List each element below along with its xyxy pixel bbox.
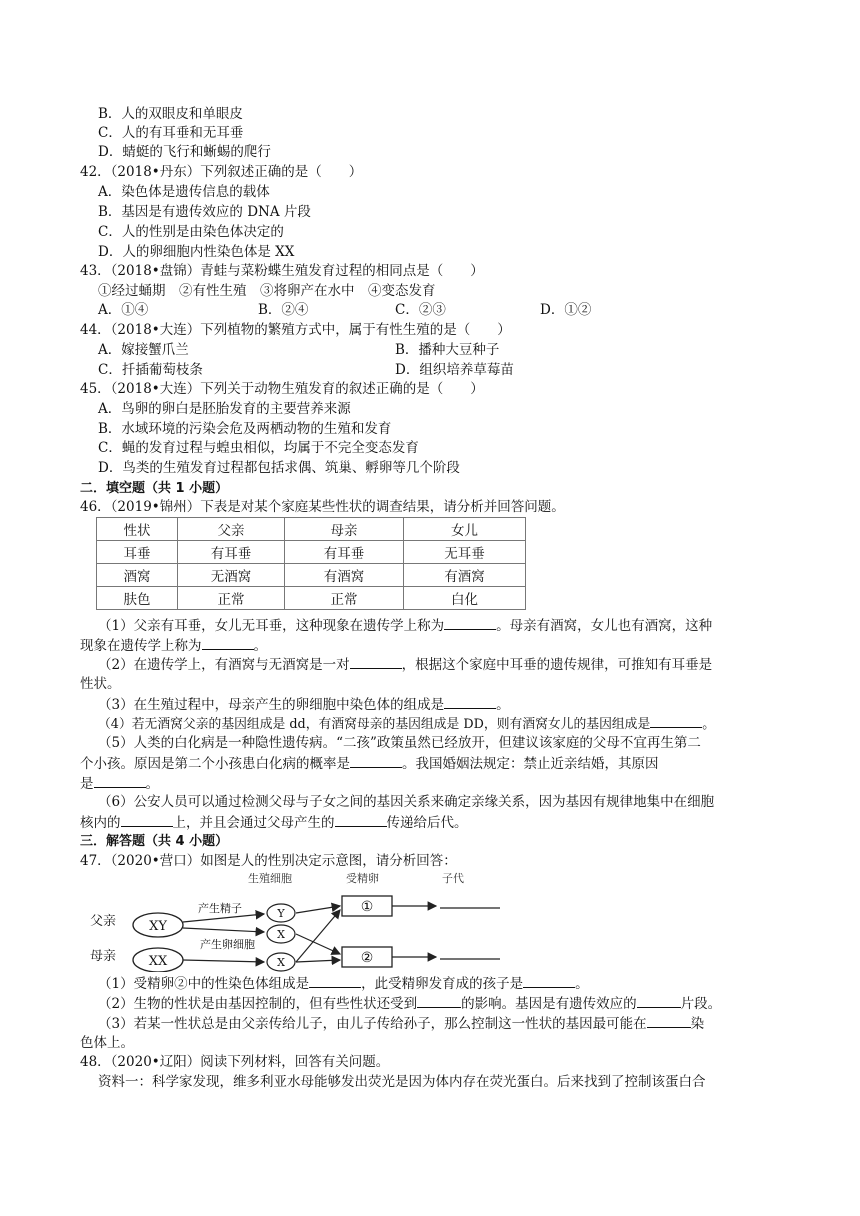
q44-option-b: B．播种大豆种子 — [395, 342, 500, 358]
table-cell: 正常 — [178, 587, 285, 610]
table-cell: 无酒窝 — [178, 564, 285, 587]
q47-stem: 47．（2020•营口）如图是人的性别决定示意图，请分析回答： — [80, 853, 457, 869]
q46-part2-line2: 性状。 — [80, 676, 121, 692]
trait-table — [96, 517, 526, 610]
table-cell: 有耳垂 — [178, 541, 285, 564]
sex-determination-diagram — [90, 870, 510, 972]
answer-blank[interactable] — [121, 813, 173, 827]
q43-option-c: C．②③ — [395, 302, 446, 318]
q47-part3-line1: （3）若某一性状总是由父亲传给儿子，由儿子传给孙子，那么控制这一性状的基因最可能在 染 — [98, 1016, 705, 1032]
answer-blank[interactable] — [444, 616, 496, 630]
svg-text:XX: XX — [148, 954, 168, 969]
q45-stem: 45．（2018•大连）下列关于动物生殖发育的叙述正确的是（ ） — [80, 381, 484, 397]
q45-option-b: B．水域环境的污染会危及两栖动物的生殖和发育 — [98, 421, 392, 437]
table-header-cell: 性状 — [97, 518, 178, 541]
q42-option-c: C．人的性别是由染色体决定的 — [98, 224, 284, 240]
answer-blank[interactable] — [637, 994, 681, 1008]
section-fill-in-title: 二．填空题（共 1 小题） — [80, 481, 229, 496]
q45-option-d: D．鸟类的生殖发育过程都包括求偶、筑巢、孵卵等几个阶段 — [98, 460, 460, 476]
table-row — [97, 541, 526, 564]
table-cell: 无耳垂 — [404, 541, 526, 564]
answer-blank[interactable] — [350, 754, 402, 768]
table-row — [97, 587, 526, 610]
q47-part2: （2）生物的性状是由基因控制的，但有些性状还受到 的影响。基因是有遗传效应的 片段。 — [98, 996, 722, 1012]
q45-option-a: A．鸟卵的卵白是胚胎发育的主要营养来源 — [98, 401, 351, 417]
table-header-row — [97, 518, 526, 541]
q43-items: ①经过蛹期 ②有性生殖 ③将卵产在水中 ④变态发育 — [98, 283, 436, 299]
q42-option-b: B．基因是有遗传效应的 DNA 片段 — [98, 204, 311, 220]
q46-part5-line1: （5）人类的白化病是一种隐性遗传病。“二孩”政策虽然已经放开，但建议该家庭的父母不宜再生第二 — [98, 735, 701, 751]
table-cell: 肤色 — [97, 587, 178, 610]
q43-stem: 43．（2018•盘锦）青蛙与菜粉蝶生殖发育过程的相同点是（ ） — [80, 263, 484, 279]
q43-option-d: D．①② — [540, 302, 592, 318]
table-cell: 正常 — [285, 587, 404, 610]
svg-text:Y: Y — [277, 907, 285, 920]
q46-part4: （4）若无酒窝父亲的基因组成是 dd，有酒窝母亲的基因组成是 DD，则有酒窝女儿的基因组成是 。 — [98, 714, 715, 734]
q43-option-b: B．②④ — [258, 302, 309, 318]
svg-text:X: X — [277, 928, 285, 941]
q42-option-d: D．人的卵细胞内性染色体是 XX — [98, 244, 295, 260]
answer-blank[interactable] — [523, 974, 575, 988]
answer-blank[interactable] — [647, 1014, 691, 1028]
answer-blank[interactable] — [444, 695, 496, 709]
q47-part1: （1）受精卵②中的性染色体组成是 ，此受精卵发育成的孩子是 。 — [98, 976, 589, 992]
svg-text:XY: XY — [149, 919, 167, 934]
q46-part1-line2: 现象在遗传学上称为 。 — [80, 638, 267, 654]
answer-blank[interactable] — [94, 774, 146, 788]
q46-part3: （3）在生殖过程中，母亲产生的卵细胞中染色体的组成是 。 — [98, 697, 510, 713]
q41-option-d: D．蜻蜓的飞行和蜥蜴的爬行 — [98, 144, 271, 160]
table-cell: 耳垂 — [97, 541, 178, 564]
q42-stem: 42．（2018•丹东）下列叙述正确的是（ ） — [80, 164, 363, 180]
table-cell: 有耳垂 — [285, 541, 404, 564]
q44-option-d: D．组织培养草莓苗 — [395, 362, 514, 378]
col-zygote-label: 受精卵 — [346, 872, 379, 885]
q45-option-c: C．蝇的发育过程与蝗虫相似，均属于不完全变态发育 — [98, 440, 419, 456]
table-header-cell: 父亲 — [178, 518, 285, 541]
q42-option-a: A．染色体是遗传信息的载体 — [98, 184, 270, 200]
q46-part2-line1: （2）在遗传学上，有酒窝与无酒窝是一对 ，根据这个家庭中耳垂的遗传规律，可推知有耳垂是 — [98, 657, 713, 673]
answer-blank[interactable] — [335, 813, 387, 827]
q46-part6-line2: 核内的 上，并且会通过父母产生的 传递给后代。 — [80, 815, 468, 831]
answer-blank[interactable] — [417, 994, 461, 1008]
mother-label: 母亲 — [90, 949, 117, 964]
q44-option-a: A．嫁接蟹爪兰 — [98, 342, 189, 358]
answer-blank[interactable] — [650, 714, 702, 728]
col-child-label: 子代 — [442, 872, 464, 885]
table-cell: 有酒窝 — [404, 564, 526, 587]
q46-part5-line3: 是 。 — [80, 776, 159, 792]
table-header-cell: 母亲 — [285, 518, 404, 541]
sperm-label: 产生精子 — [198, 902, 242, 915]
answer-blank[interactable] — [309, 974, 361, 988]
svg-text:①: ① — [360, 899, 374, 915]
col-gamete-label: 生殖细胞 — [248, 872, 292, 885]
svg-text:X: X — [277, 956, 285, 969]
q41-option-b: B．人的双眼皮和单眼皮 — [98, 106, 243, 122]
q46-stem: 46．（2019•锦州）下表是对某个家庭某些性状的调查结果，请分析并回答问题。 — [80, 499, 565, 515]
section-answer-title: 三．解答题（共 4 小题） — [80, 834, 229, 849]
q44-stem: 44．（2018•大连）下列植物的繁殖方式中，属于有性生殖的是（ ） — [80, 322, 511, 338]
answer-blank[interactable] — [202, 636, 254, 650]
egg-label: 产生卵细胞 — [200, 938, 255, 951]
table-cell: 酒窝 — [97, 564, 178, 587]
table-cell: 有酒窝 — [285, 564, 404, 587]
svg-text:②: ② — [360, 950, 374, 966]
father-label: 父亲 — [90, 914, 117, 929]
q46-part5-line2: 个小孩。原因是第二个小孩患白化病的概率是 。我国婚姻法规定：禁止近亲结婚，其原因 — [80, 756, 659, 772]
q41-option-c: C．人的有耳垂和无耳垂 — [98, 125, 244, 141]
q47-part3-line2: 色体上。 — [80, 1035, 134, 1051]
q48-material1: 资料一：科学家发现，维多利亚水母能够发出荧光是因为体内存在荧光蛋白。后来找到了控制该蛋白合 — [98, 1074, 706, 1090]
q44-option-c: C．扦插葡萄枝条 — [98, 362, 203, 378]
q48-stem: 48．（2020•辽阳）阅读下列材料，回答有关问题。 — [80, 1054, 390, 1070]
answer-blank[interactable] — [350, 655, 402, 669]
q46-part1-line1: （1）父亲有耳垂，女儿无耳垂，这种现象在遗传学上称为 。母亲有酒窝，女儿也有酒窝，这种 — [98, 618, 713, 634]
table-cell: 白化 — [404, 587, 526, 610]
q43-option-a: A．①④ — [98, 302, 149, 318]
q46-part6-line1: （6）公安人员可以通过检测父母与子女之间的基因关系来确定亲缘关系，因为基因有规律地集中在细胞 — [98, 794, 715, 810]
table-row — [97, 564, 526, 587]
table-header-cell: 女儿 — [404, 518, 526, 541]
